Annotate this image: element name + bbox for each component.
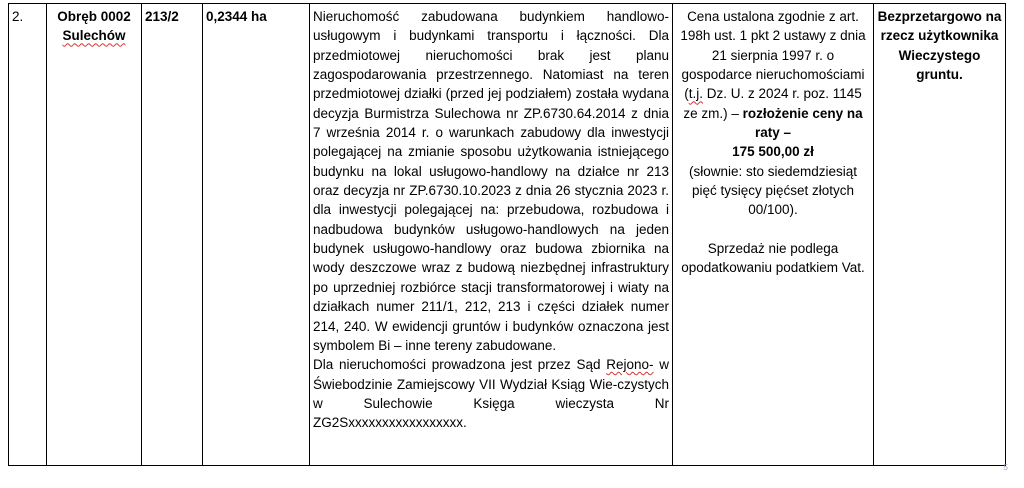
price-basis-a: Cena ustalona zgodnie z art. 198h ust. 1 pkt 2 ustawy z dnia 21 sierpnia 1997 r. o gospodarce nieruchomościami ( (680, 9, 866, 102)
obreb-name: Sulechów (62, 28, 126, 44)
cell-obreb (47, 4, 142, 466)
tj-abbrev: t.j. (688, 86, 703, 102)
description-paragraph-2 (313, 355, 669, 432)
cell-procedure (874, 4, 1006, 466)
price-amount: 175 500,00 zł (732, 144, 814, 160)
price-in-words: (słownie: sto siedemdziesiąt pięć tysięcy pięćset złotych 00/100). (688, 163, 858, 218)
price-basis (676, 7, 870, 142)
spacer (676, 220, 870, 239)
obreb-number: Obręb 0002 (57, 9, 131, 24)
parcel-number: 213/2 (145, 9, 179, 24)
parcel-area: 0,2344 ha (206, 9, 267, 24)
land-register-text-b: w Świebodzinie Zamiejscowy VII Wydział Ksiąg Wie-czystych w Sulechowie Księga wieczysta Nr (313, 357, 670, 411)
installments-note: rozłożenie ceny na raty – (742, 105, 863, 141)
description-paragraph-1: Nieruchomość zabudowana budynkiem handlowo-usługowym i budynkami transportu i łączności. Dla przedmiotowej nieruchomości brak jest planu zagospodarowania przestrzennego. Natomiast na teren przedmiotowej działki (przed jej podziałem) została wydana decyzja Burmistrza Sulechowa nr ZP.6730.64.2014 z dnia 7 września 2014 r. o warunkach zabudowy dla inwestycji polegającej na zmianie sposobu użytkowania istniejącego budynku na lokal usługowo-handlowy na działce nr 213 oraz decyzja nr ZP.6730.10.2023 z dnia 26 stycznia 2023 r. dla inwestycji polegającej na: przebudowa, rozbudowa i nadbudowa budynków usługowo-handlowych na jeden budynek usługowo-handlowy oraz budowa zbiornika na wody deszczowe wraz z budową niezbędnej infrastruktury po uprzedniej rozbiórce stacji transformatorowej i wiaty na działkach numer 211/1, 212, 213 i części działek numer 214, 240. W ewidencji gruntów i budynków oznaczona jest symbolem Bi – inne tereny zabudowane. (313, 9, 669, 353)
cell-description (310, 4, 673, 466)
page-mark: 5 (1003, 463, 1008, 472)
table-row (9, 4, 1006, 466)
cell-lp (9, 4, 47, 466)
property-table (8, 3, 1006, 466)
row-number: 2. (12, 9, 24, 24)
cell-area (203, 4, 310, 466)
sale-procedure: Bezprzetargowo na rzecz użytkownika Wieczystego gruntu. (877, 9, 1002, 83)
land-register-text-a: Dla nieruchomości prowadzona jest przez Sąd (313, 357, 607, 373)
cell-parcel-number (142, 4, 203, 466)
vat-note: Sprzedaż nie podlega opodatkowaniu podatkiem Vat. (681, 240, 865, 276)
price-basis-b: Dz. U. z 2024 r. poz. 1145 ze zm.) – (683, 86, 862, 121)
cell-price (673, 4, 874, 466)
court-word: Rejono- (606, 357, 654, 373)
land-register-number: ZG2Sxxxxxxxxxxxxxxxxx. (313, 415, 467, 431)
